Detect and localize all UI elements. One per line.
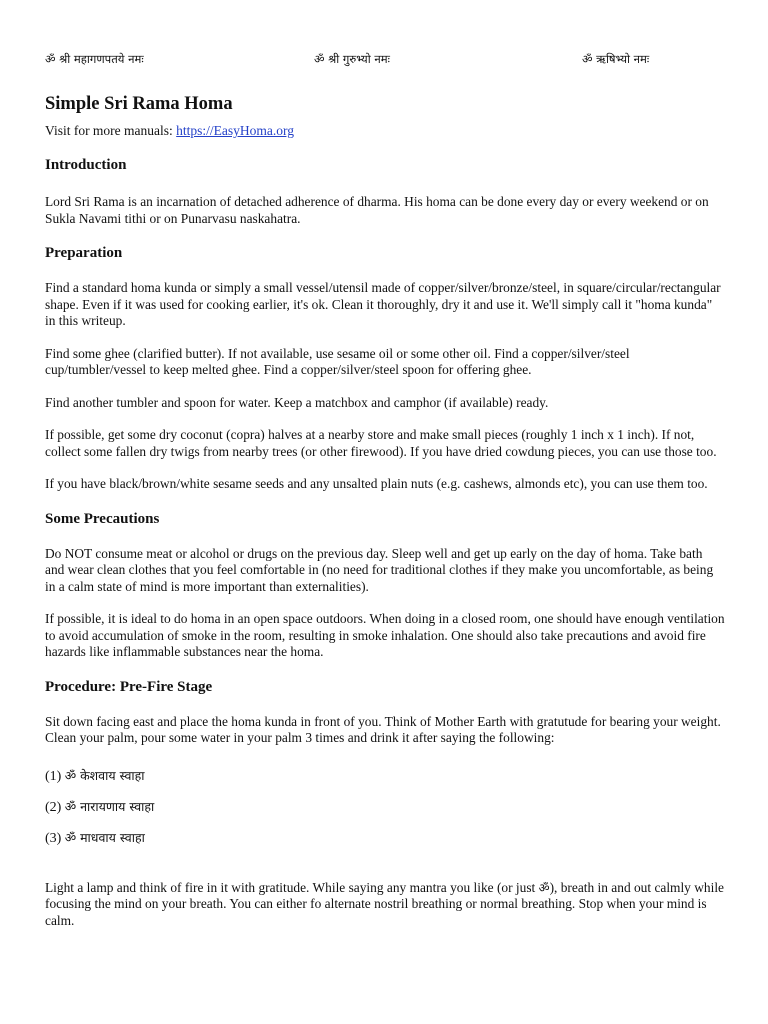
preparation-paragraph-sesame: If you have black/brown/white sesame seeds and any unsalted plain nuts (e.g. cashews, almonds etc), you can use them too. <box>45 476 708 491</box>
mantra-item-narayanaya <box>45 799 725 830</box>
invocation-ganapati: ॐ श्री महागणपतये नमः <box>45 52 144 66</box>
preparation-paragraph-kunda: Find a standard homa kunda or simply a small vessel/utensil made of copper/silver/bronze/steel, in square/circular/rectangular shape. Even if it was used for cooking earlier, it's ok. Clean it thoroughly, dry it and use it. We'll simply call it "homa kunda" in this writeup. <box>45 280 721 328</box>
precautions-paragraph-ventilation: If possible, it is ideal to do homa in an open space outdoors. When doing in a closed room, one should have enough ventilation to avoid accumulation of smoke in the room, resulting in smoke inhalation. One should also take precautions and avoid fire hazards like inflammable substances near the homa. <box>45 611 725 659</box>
mantra-item-madhavaya <box>45 830 725 861</box>
visit-line <box>45 123 725 139</box>
introduction-paragraph: Lord Sri Rama is an incarnation of detached adherence of dharma. His homa can be done every day or every weekend or on Sukla Navami tithi or on Punarvasu naskahatra. <box>45 194 709 226</box>
mantra-text: ॐ नारायणाय स्वाहा <box>64 798 155 814</box>
precautions-heading: Some Precautions <box>45 510 160 527</box>
introduction-heading: Introduction <box>45 157 127 173</box>
preparation-paragraph-ghee: Find some ghee (clarified butter). If not available, use sesame oil or some other oil. Find a copper/silver/steel cup/tumbler/vessel to keep melted ghee. Find a copper/silver/steel spoon for offering ghee. <box>45 345 630 377</box>
mantra-list <box>45 768 725 861</box>
invocation-header <box>45 0 725 72</box>
invocation-guru: ॐ श्री गुरुभ्यो नमः <box>314 52 390 66</box>
preparation-paragraph-water: Find another tumbler and spoon for water. Keep a matchbox and camphor (if available) ready. <box>45 394 549 410</box>
invocation-rishi: ॐ ऋषिभ्यो नमः <box>582 52 650 66</box>
preparation-paragraph-coconut: If possible, get some dry coconut (copra) halves at a nearby store and make small pieces (roughly 1 inch x 1 inch). If not, collect some fallen dry twigs from nearby trees (or other firewood). If you have dried cowdung pieces, you can use those too. <box>45 427 717 459</box>
easyhoma-link[interactable]: https://EasyHoma.org <box>176 123 295 138</box>
procedure-heading: Procedure: Pre-Fire Stage <box>45 678 213 695</box>
document-page <box>45 0 725 929</box>
mantra-text: ॐ माधवाय स्वाहा <box>64 829 145 845</box>
preparation-heading: Preparation <box>45 245 123 261</box>
mantra-item-keshavaya <box>45 768 725 799</box>
mantra-number: (1) <box>45 768 62 784</box>
mantra-number: (3) <box>45 830 62 846</box>
lamp-paragraph <box>45 880 725 930</box>
mantra-number: (2) <box>45 799 62 815</box>
mantra-text: ॐ केशवाय स्वाहा <box>64 767 145 783</box>
om-symbol: ॐ <box>538 880 550 895</box>
procedure-paragraph: Sit down facing east and place the homa kunda in front of you. Think of Mother Earth with gratutude for bearing your weight. Clean your palm, pour some water in your palm 3 times and drink it after saying the following: <box>45 713 721 745</box>
lamp-text-before: Light a lamp and think of fire in it with gratitude. While saying any mantra you like (or just <box>45 879 539 895</box>
precautions-paragraph-diet: Do NOT consume meat or alcohol or drugs on the previous day. Sleep well and get up early on the day of homa. Take bath and wear clean clothes that you feel comfortable in (no need for traditional clothes if they make you uncomfortable, as being in a calm state of mind is more important than externalities). <box>45 545 714 594</box>
lamp-text-after: ), breath in and out calmly while focusing the mind on your breath. You can either fo alternate nostril breathing or normal breathing. Stop when your mind is calm. <box>45 879 724 928</box>
document-title: Simple Sri Rama Homa <box>45 94 233 114</box>
visit-prefix: Visit for more manuals: <box>45 123 177 138</box>
